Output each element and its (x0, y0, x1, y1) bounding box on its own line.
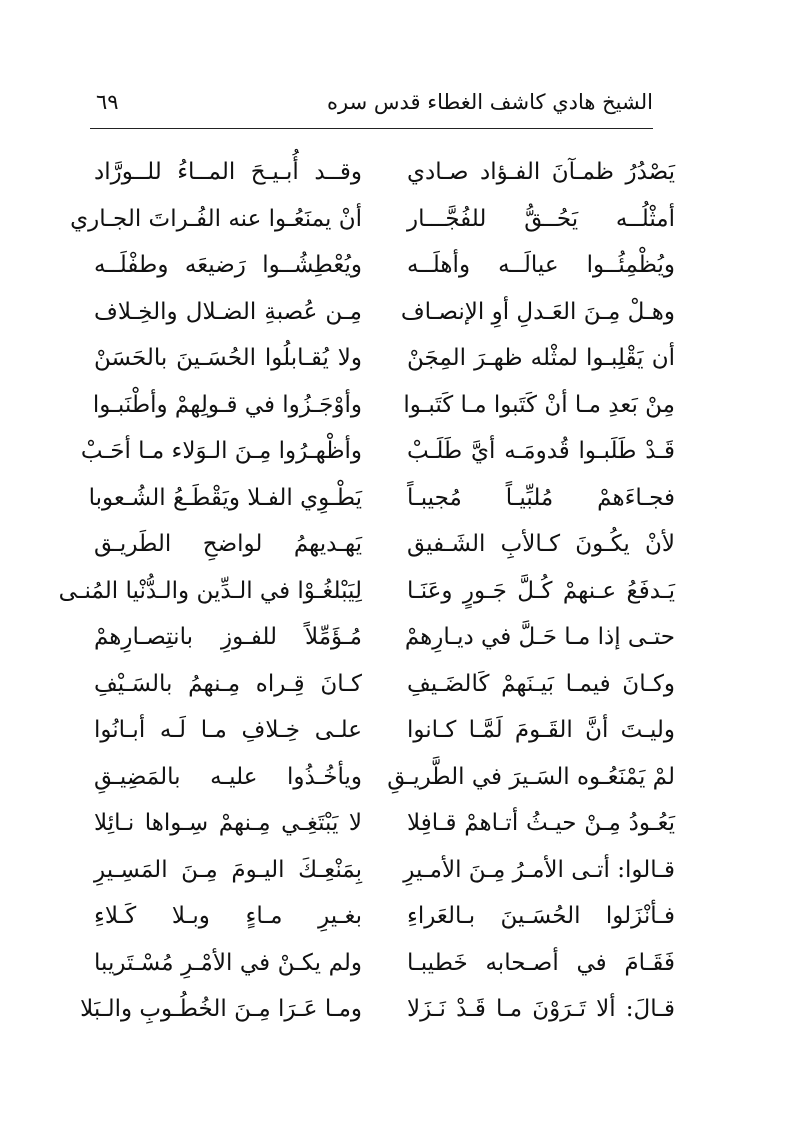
verse-first-hemistich: فَقَـامَ في أصـحابه خَطيبـا (407, 949, 675, 976)
verse-second-hemistich: وأوْجَـزُوا في قـولِهمْ وأطْنَبـوا (92, 391, 362, 418)
verse-line (0, 522, 803, 567)
verse-second-hemistich: لا يَبْتَغِـي مِـنهمْ سِـواها نـائِلا (94, 810, 362, 836)
verse-line (0, 941, 803, 986)
verse-line (0, 336, 803, 381)
verse-line (0, 150, 803, 195)
verse-second-hemistich: مُـؤَمِّلاً للفـوزِ بانتِصـارِهمْ (94, 624, 362, 650)
verse-second-hemistich: وقــد أُبـيـحَ المــاءُ للــورَّاد (94, 159, 362, 185)
verse-second-hemistich: وأظْهـرُوا مِـنَ الـوَلاء مـا أحَـبْ (80, 438, 362, 464)
verse-line (0, 197, 803, 242)
verse-line (0, 243, 803, 288)
verse-first-hemistich: يَصْدُرُ ظمـآنَ الفـؤاد صـادي (407, 159, 675, 185)
verse-first-hemistich: يَـدفَعُ عـنهمْ كُـلَّ جَـورٍ وعَنَـا (407, 577, 675, 604)
verse-line (0, 755, 803, 800)
verse-line (0, 383, 803, 428)
verse-second-hemistich: أنْ يمنَعُـوا عنه الفُـراتَ الجـاري (70, 205, 362, 232)
page-number: ٦٩ (96, 90, 119, 114)
running-header (90, 86, 653, 126)
verse-second-hemistich: لِيَبْلغُـوْا في الـدِّين والـدُّنْيا المُنـى (58, 577, 362, 604)
header-divider (90, 128, 653, 129)
verse-second-hemistich: ويُعْطِشُــوا رَضيعَه وطفْلَــه (94, 252, 362, 278)
verse-first-hemistich: ويُظْمِئُــوا عيالَــه وأهلَــه (407, 252, 675, 278)
verse-line (0, 429, 803, 474)
verse-first-hemistich: قَـدْ طَلَبـوا قُدومَـه أيَّ طَلَـبْ (407, 438, 675, 464)
verse-line (0, 569, 803, 614)
verse-first-hemistich: فجـاءَهمْ مُلبِّيـاً مُجيبـاً (407, 484, 675, 511)
verse-line (0, 476, 803, 521)
verse-first-hemistich: أمثْلُــه يَحُــقُّ للفُجَّـــار (407, 205, 675, 232)
verse-line (0, 801, 803, 846)
verse-second-hemistich: مِـن عُصبةِ الضـلال والخِـلاف (94, 298, 362, 325)
verse-line (0, 615, 803, 660)
verse-second-hemistich: علـى خِـلافِ مـا لَـه أبـانُوا (94, 717, 362, 743)
verse-second-hemistich: ولم يكـنْ في الأمْـرِ مُسْـتَريبا (94, 949, 362, 976)
verse-first-hemistich: مِنْ بَعدِ مـا أنْ كَتَبوا مـا كَتَبـوا (403, 391, 675, 418)
verse-line (0, 290, 803, 335)
verse-line (0, 848, 803, 893)
running-title: الشيخ هادي كاشف الغطاء قدس سره (327, 90, 653, 114)
verse-first-hemistich: يَعُـودُ مِـنْ حيـثُ أتـاهمْ قـافِلا (407, 810, 675, 836)
verse-line (0, 987, 803, 1032)
verse-second-hemistich: يَطْـوِي الفـلا ويَقْطَـعُ الشُـعوبا (88, 484, 362, 511)
verse-second-hemistich: كـانَ قِـراه مِـنهمُ بالسَـيْفِ (94, 670, 362, 697)
verse-line (0, 708, 803, 753)
verse-line (0, 662, 803, 707)
verse-first-hemistich: وليـتَ أنَّ القَـومَ لَمَّـا كـانوا (407, 717, 675, 743)
verse-second-hemistich: بِمَنْعِـكَ اليـومَ مِـنَ المَسِـيرِ (94, 856, 362, 883)
verse-first-hemistich: قـالَ: ألا تَـرَوْنَ مـا قَـدْ نَـزَلا (407, 996, 675, 1022)
verse-second-hemistich: يَهـديهمُ لواضحِ الطَريـق (94, 531, 362, 557)
verse-first-hemistich: فـأنْزَلوا الحُسَـينَ بـالعَراءِ (407, 903, 675, 929)
verse-first-hemistich: لأنْ يكُـونَ كـالأبِ الشَـفيق (407, 531, 675, 557)
poem-verses (0, 150, 803, 1050)
verse-second-hemistich: ومـا عَـرَا مِـنَ الخُطُـوبِ والـبَلا (80, 996, 362, 1022)
verse-first-hemistich: وهـلْ مِـنَ العَـدلِ أوِ الإنصـاف (400, 298, 675, 325)
verse-first-hemistich: لمْ يَمْنَعُـوه السَـيرَ في الطَّريـقِ (387, 763, 675, 790)
verse-second-hemistich: بغـيرِ مـاءٍ وبـلا كَـلاءِ (94, 903, 362, 929)
verse-line (0, 894, 803, 939)
verse-second-hemistich: ولا يُقـابلُوا الحُسَـينَ بالحَسَنْ (94, 345, 362, 371)
verse-first-hemistich: حتـى إذا مـا حَـلَّ في ديـارِهمْ (404, 624, 675, 650)
verse-first-hemistich: أن يَقْلِبـوا لمثْله ظهـرَ المِجَنْ (407, 345, 675, 371)
verse-first-hemistich: وكـانَ فيمـا بَيـنَهمْ كَالضَـيفِ (407, 670, 675, 697)
verse-first-hemistich: قـالوا: أتـى الأمـرُ مِـنَ الأمـيرِ (403, 856, 675, 883)
verse-second-hemistich: ويأخُـذُوا عليـه بالمَضِيـقِ (94, 763, 362, 790)
